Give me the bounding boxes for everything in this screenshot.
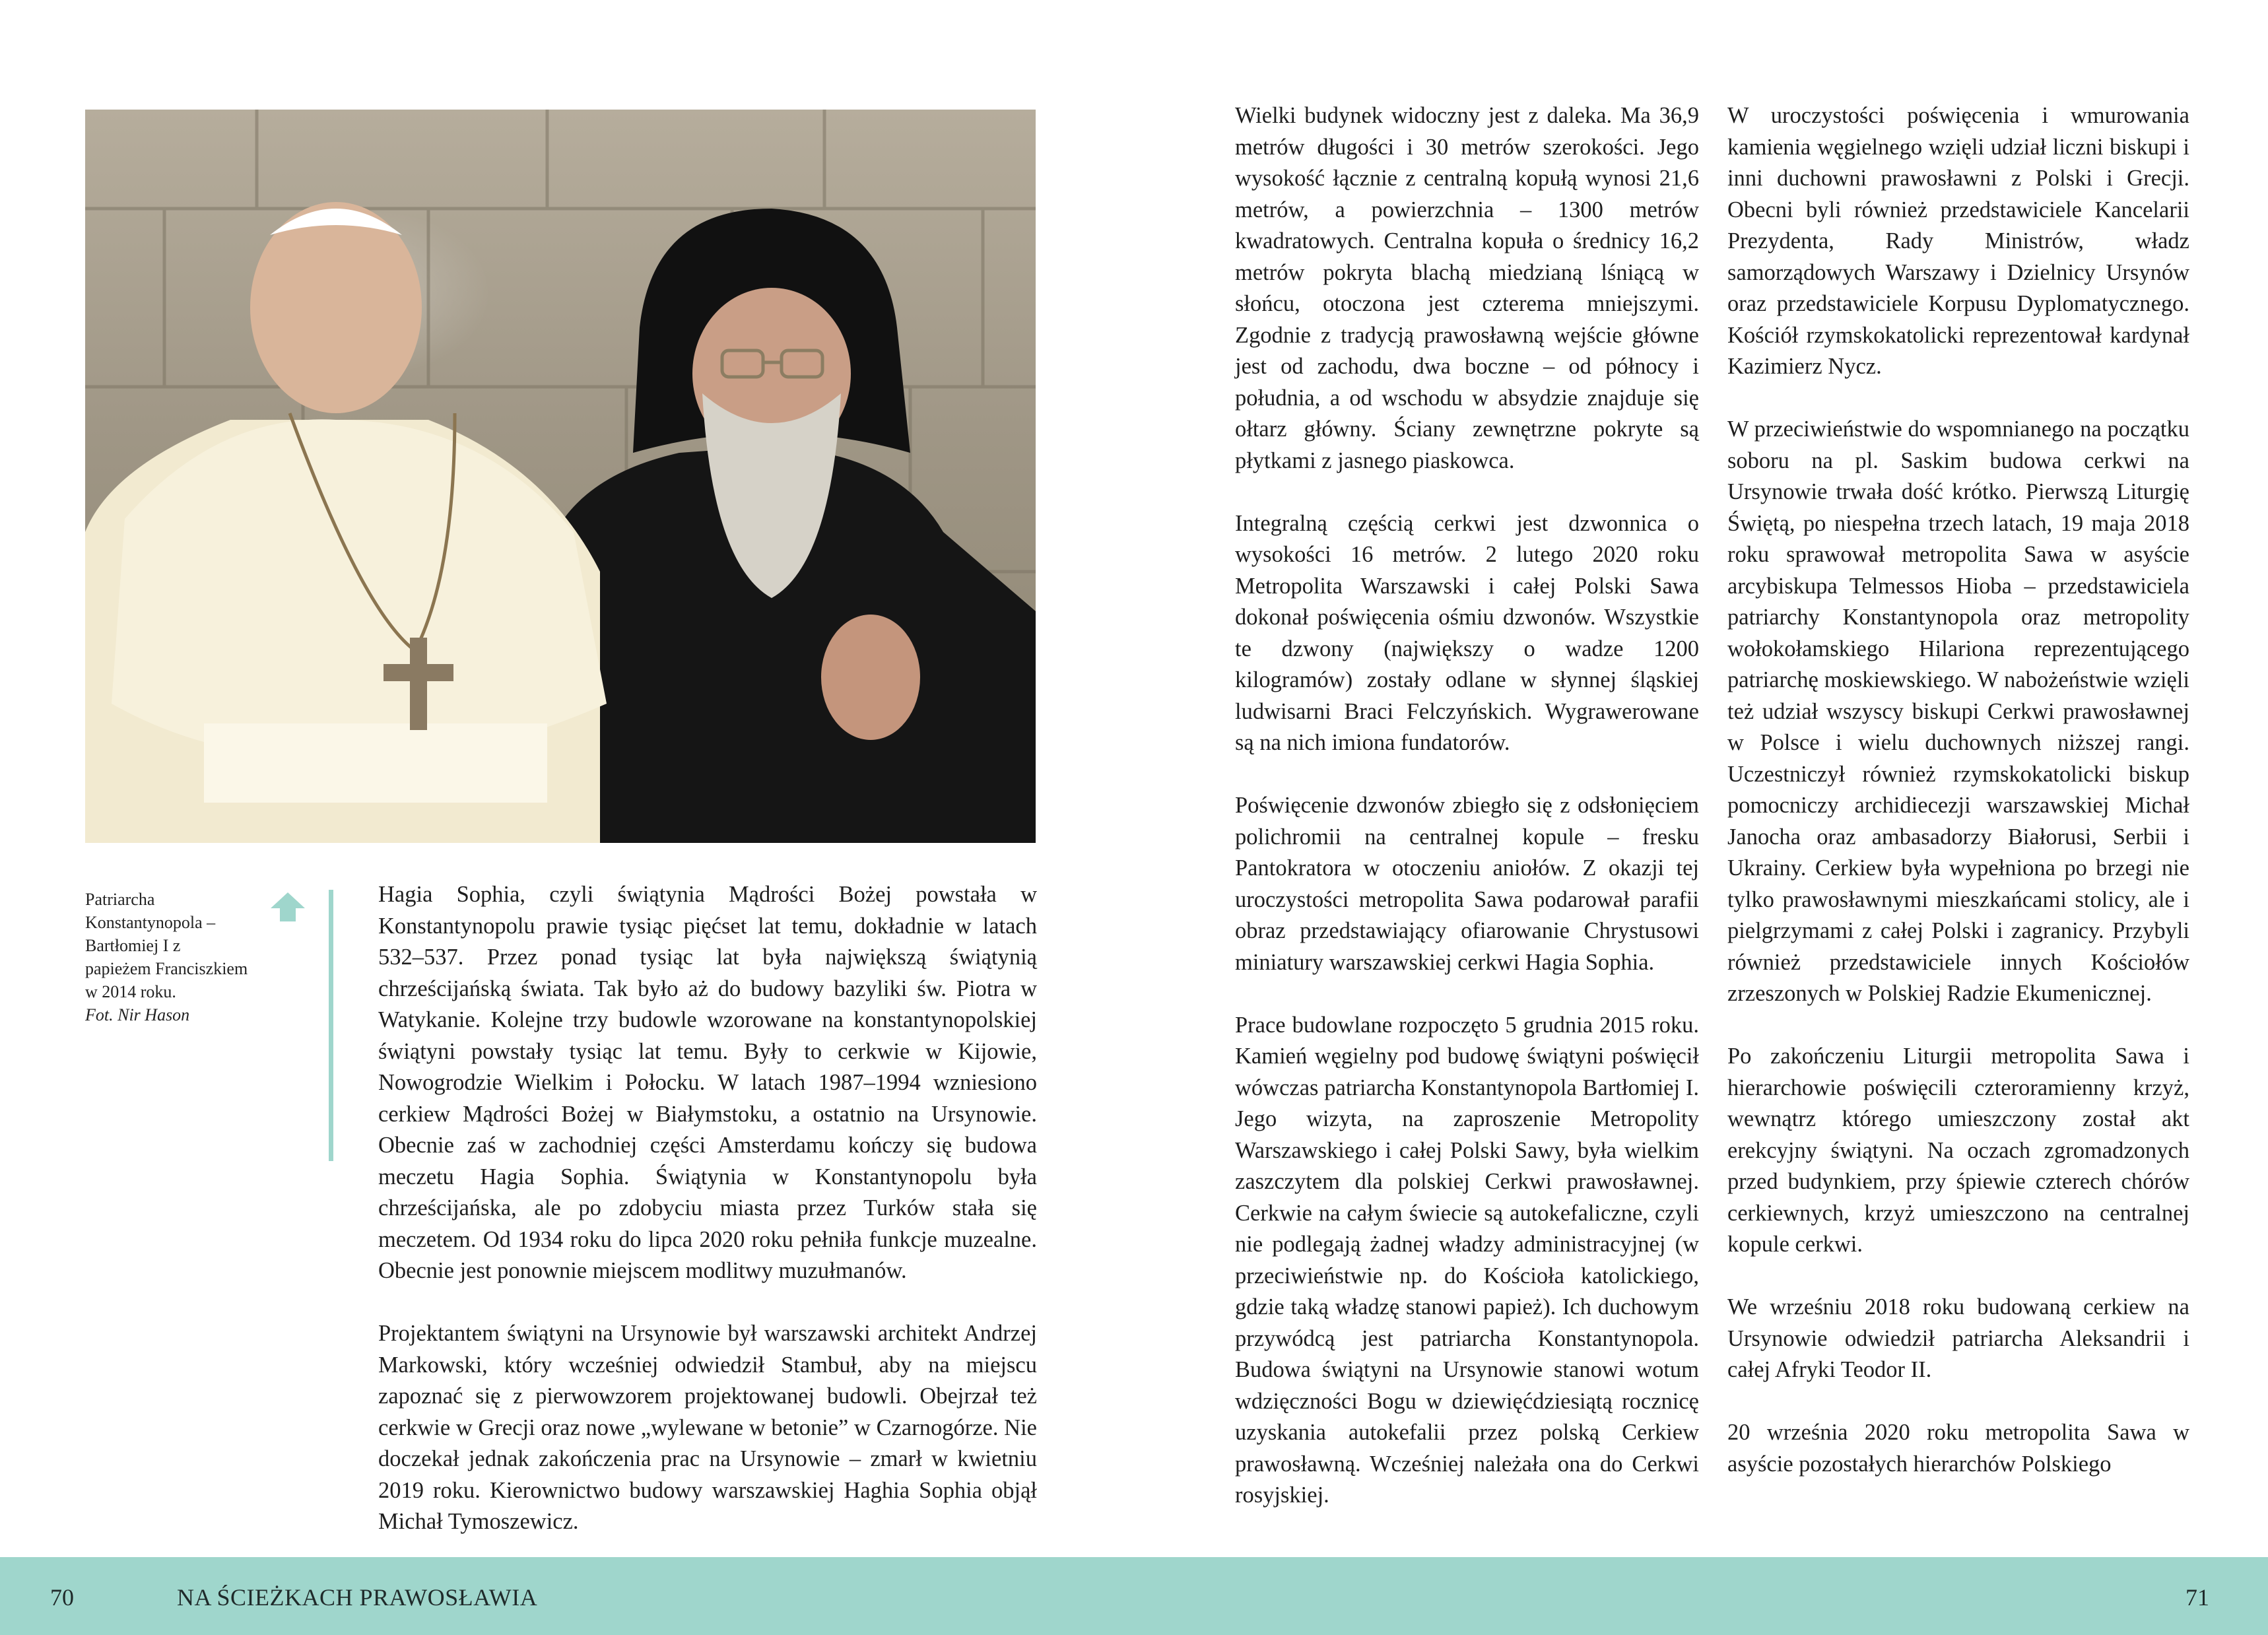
page-number-right: 71 [2185,1584,2209,1611]
text-column-3 [1727,100,2189,1480]
text-column-2 [1235,100,1699,1512]
paragraph: Hagia Sophia, czyli świątynia Mądrości Bożej powstała w Konstantynopolu prawie tysiąc pięćset lat temu, dokładnie w latach 532–537. Przez ponad tysiąc lat była największą świątynią chrześcijańską świata. Tak było aż do budowy bazyliki św. Piotra w Watykanie. Kolejne trzy budowle wzorowane na konstantynopolskiej świątyni powstały tysiąc lat temu. Były to cerkwie w Kijowie, Nowogrodzie Wielkim i Połocku. W latach 1987–1994 wzniesiono cerkiew Mądrości Bożej w Białymstoku, a ostatnio na Ursynowie. Obecnie zaś w zachodniej części Amsterdamu kończy się budowa meczetu Hagia Sophia. Świątynia w Konstantynopolu była chrześcijańska, ale po zdobyciu miasta przez Turków stała się meczetem. Od 1934 roku do lipca 2020 roku pełniła funkcje muzealne. Obecnie jest ponownie miejscem modlitwy muzułmanów. [378,882,1037,1283]
pope-cape [112,419,607,758]
arrow-up-icon [269,891,306,923]
paragraph: W uroczystości poświęcenia i wmurowania kamienia węgielnego wzięli udział liczni biskupi i inni duchowni prawosławni z Polski i Grecji. Obecni byli również przedstawiciele Kancelarii Prezydenta, Rady Ministrów, władz samorządowych Warszawy i Dzielnicy Ursynów oraz przedstawiciele Korpusu Dyplomatycznego. Kościół rzymskokatolicki reprezentował kardynał Kazimierz Nycz. [1727,103,2189,379]
paragraph: Integralną częścią cerkwi jest dzwonnica o wysokości 16 metrów. 2 lutego 2020 roku Metropolita Warszawski i całej Polski Sawa dokonał poświęcenia ośmiu dzwonów. Wszystkie te dzwony (największy o wadze 1200 kilogramów) zostały odlane w słynnej śląskiej ludwisarni Braci Felczyńskich. Wygrawerowane są na nich imiona fundatorów. [1235,510,1699,755]
paragraph: Wielki budynek widoczny jest z daleka. Ma 36,9 metrów długości i 30 metrów szerokości. Jego wysokość łącznie z centralną kopułą wynosi 21,6 metrów, a powierzchnia – 1300 metrów kwadratowych. Centralna kopuła o średnicy 16,2 metrów pokryta blachą miedzianą lśniącą w słońcu, otoczona jest czterema mniejszymi. Zgodnie z tradycją prawosławną wejście główne jest od zachodu, dwa boczne – od północy i południa, a od wschodu w absydzie znajduje się ołtarz główny. Ściany zewnętrzne pokryte są płytkami z jasnego piaskowca. [1235,103,1699,473]
paragraph: Po zakończeniu Liturgii metropolita Sawa i hierarchowie poświęcili czteroramienny krzyż, wewnątrz którego umieszczony został akt erekcyjny świątyni. Na oczach zgromadzonych przed budynkiem, przy śpiewie czterech chórów cerkiewnych, krzyż umieszczono na centralnej kopule cerkwi. [1727,1044,2189,1257]
photo-caption [85,888,250,1026]
footer-band [0,1557,2268,1635]
paragraph: Projektantem świątyni na Ursynowie był warszawski architekt Andrzej Markowski, który wcześniej odwiedził Stambuł, aby na miejscu zapoznać się z pierwowzorem projektowanej budowli. Obejrzał też cerkwie w Grecji oraz nowe „wylewane w betonie” w Czarnogórze. Nie doczekał jednak zakończenia prac na Ursynowie – zmarł w kwietniu 2019 roku. Kierownictwo budowy warszawskiej Haghia Sophia objął Michał Tymoszewicz. [378,1321,1037,1534]
accent-rule [329,890,333,1161]
photo-pope-patriarch [85,110,1036,843]
paragraph: Poświęcenie dzwonów zbiegło się z odsłonięciem polichromii na centralnej kopule – fresku Pantokratora w otoczeniu aniołów. Z okazji tej uroczystości metropolita Sawa podarował parafii obraz przedstawiający ofiarowanie Chrystusowi miniatury warszawskiej cerkwi Hagia Sophia. [1235,793,1699,975]
running-title: NA ŚCIEŻKACH PRAWOSŁAWIA [177,1584,538,1611]
paragraph: Prace budowlane rozpoczęto 5 grudnia 2015 roku. Kamień węgielny pod budowę świątyni poświęcił wówczas patriarcha Konstantynopola Bartłomiej I. Jego wizyta, na zaproszenie Metropolity Warszawskiego i całej Polski Sawy, była wielkim zaszczytem dla polskiej Cerkwi prawosławnej. Cerkwie na całym świecie są autokefaliczne, czyli nie podlegają żadnej władzy administracyjnej (w przeciwieństwie np. do Kościoła katolickiego, gdzie taką władzę stanowi papież). Ich duchowym przywódcą jest patriarcha Konstantynopola. Budowa świątyni na Ursynowie stanowi wotum wdzięczności Bogu w dziewięćdziesiątą rocznicę uzyskania autokefalii przez polską Cerkiew prawosławną. Wcześniej należała ona do Cerkwi rosyjskiej. [1235,1012,1699,1508]
page-number-left: 70 [50,1584,74,1611]
pope-sash [204,723,547,803]
paragraph: 20 września 2020 roku metropolita Sawa w asyście pozostałych hierarchów Polskiego [1727,1420,2189,1477]
patriarch-hand [821,615,920,740]
photo-credit: Fot. Nir Hason [85,1005,190,1024]
paragraph: W przeciwieństwie do wspomnianego na początku soboru na pl. Saskim budowa cerkwi na Ursynowie trwała dość krótko. Pierwszą Liturgię Świętą, po niespełna trzech latach, 19 maja 2018 roku sprawował metropolita Sawa w asyście arcybiskupa Telmessos Hioba – przedstawiciela patriarchy Konstantynopola oraz metropolity wołokołamskiego Hilariona reprezentującego patriarchę moskiewskiego. W nabożeństwie wzięli też udział wszyscy biskupi Cerkwi prawosławnej w Polsce i wielu duchownych niższej rangi. Uczestniczył również rzymskokatolicki biskup pomocniczy archidiecezji warszawskiej Michał Janocha oraz ambasadorzy Białorusi, Serbii i Ukrainy. Cerkiew była wypełniona po brzegi nie tylko prawosławnymi mieszkańcami stolicy, ale i pielgrzymami z całej Polski i zagranicy. Przybyli również przedstawiciele innych Kościołów zrzeszonych w Polskiej Radzie Ekumenicznej. [1727,417,2189,1006]
paragraph: We wrześniu 2018 roku budowaną cerkiew na Ursynowie odwiedził patriarcha Aleksandrii i całej Afryki Teodor II. [1727,1294,2189,1382]
pope-face [250,202,422,413]
caption-text: Patriarcha Konstantynopola – Bartłomiej I z papieżem Franciszkiem w 2014 roku. [85,890,248,1001]
photo-illustration [85,110,1036,843]
text-column-1 [378,879,1037,1538]
